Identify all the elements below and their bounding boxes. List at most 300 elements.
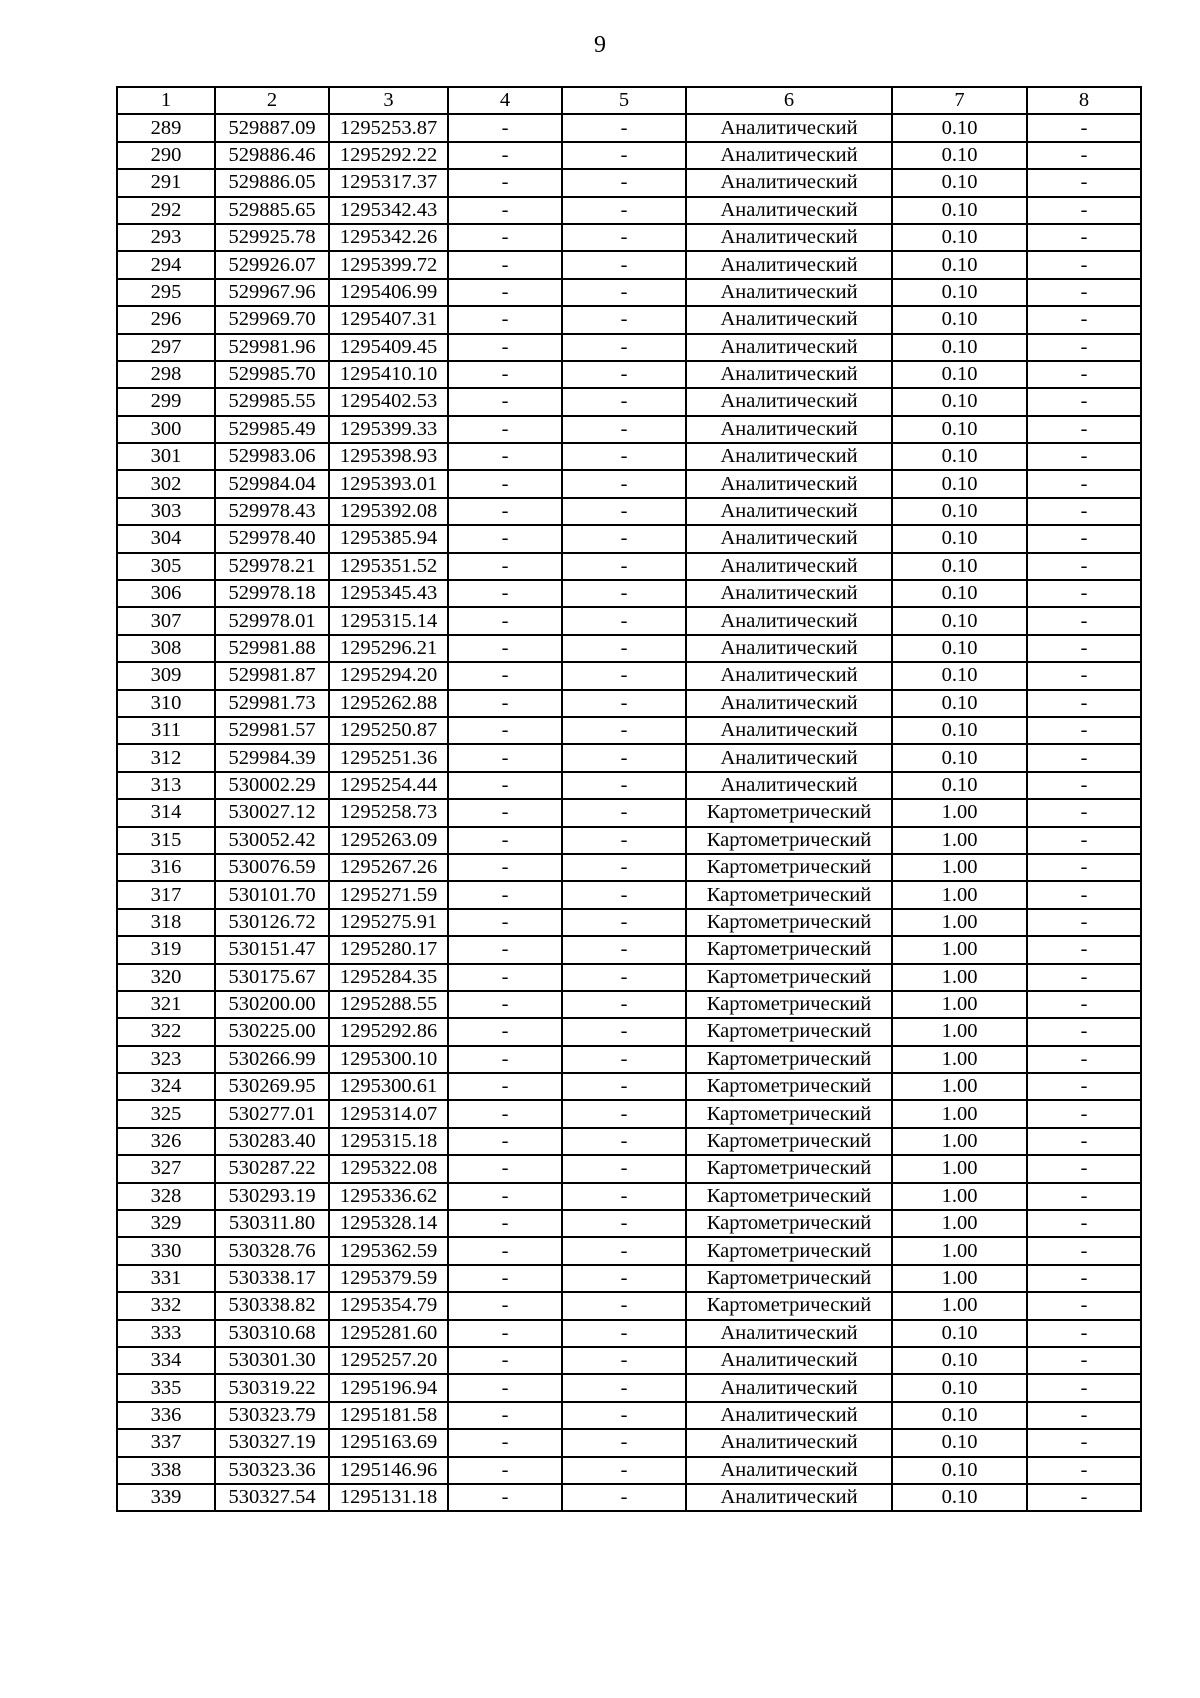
point-number-cell: 339: [117, 1484, 215, 1511]
point-number-cell: 319: [117, 936, 215, 963]
point-number-cell: 301: [117, 443, 215, 470]
x-coordinate-cell: 530266.99: [215, 1046, 329, 1073]
y-coordinate-cell: 1295379.59: [329, 1265, 448, 1292]
y-coordinate-cell: 1295292.22: [329, 142, 448, 169]
col5-cell: -: [562, 279, 686, 306]
point-number-cell: 303: [117, 498, 215, 525]
point-number-cell: 316: [117, 854, 215, 881]
point-number-cell: 330: [117, 1237, 215, 1264]
col5-cell: -: [562, 306, 686, 333]
accuracy-cell: 0.10: [892, 224, 1027, 251]
accuracy-cell: 0.10: [892, 1374, 1027, 1401]
col8-cell: -: [1027, 498, 1141, 525]
point-number-cell: 320: [117, 964, 215, 991]
col5-cell: -: [562, 1347, 686, 1374]
col5-cell: -: [562, 361, 686, 388]
col4-cell: -: [448, 635, 562, 662]
col4-cell: -: [448, 991, 562, 1018]
x-coordinate-cell: 529978.18: [215, 580, 329, 607]
x-coordinate-cell: 530287.22: [215, 1155, 329, 1182]
method-cell: Аналитический: [686, 525, 892, 552]
table-row: [117, 717, 1141, 744]
method-cell: Картометрический: [686, 827, 892, 854]
col4-cell: -: [448, 1374, 562, 1401]
col5-cell: -: [562, 443, 686, 470]
col4-cell: -: [448, 1100, 562, 1127]
col4-cell: -: [448, 607, 562, 634]
accuracy-cell: 1.00: [892, 827, 1027, 854]
method-cell: Аналитический: [686, 443, 892, 470]
method-cell: Аналитический: [686, 607, 892, 634]
x-coordinate-cell: 529985.70: [215, 361, 329, 388]
point-number-cell: 299: [117, 388, 215, 415]
col4-cell: -: [448, 224, 562, 251]
col5-cell: -: [562, 1237, 686, 1264]
accuracy-cell: 1.00: [892, 964, 1027, 991]
accuracy-cell: 0.10: [892, 443, 1027, 470]
table-row: [117, 224, 1141, 251]
accuracy-cell: 0.10: [892, 1320, 1027, 1347]
col5-cell: -: [562, 114, 686, 141]
table-row: [117, 443, 1141, 470]
x-coordinate-cell: 530151.47: [215, 936, 329, 963]
col4-cell: -: [448, 1210, 562, 1237]
point-number-cell: 318: [117, 909, 215, 936]
col5-cell: -: [562, 251, 686, 278]
y-coordinate-cell: 1295314.07: [329, 1100, 448, 1127]
table-row: [117, 525, 1141, 552]
y-coordinate-cell: 1295410.10: [329, 361, 448, 388]
method-cell: Аналитический: [686, 690, 892, 717]
col8-cell: -: [1027, 197, 1141, 224]
col4-cell: -: [448, 251, 562, 278]
col4-cell: -: [448, 1402, 562, 1429]
accuracy-cell: 0.10: [892, 197, 1027, 224]
col5-cell: -: [562, 991, 686, 1018]
col8-cell: -: [1027, 525, 1141, 552]
x-coordinate-cell: 529984.39: [215, 744, 329, 771]
x-coordinate-cell: 529886.46: [215, 142, 329, 169]
point-number-cell: 326: [117, 1128, 215, 1155]
col8-cell: -: [1027, 1402, 1141, 1429]
point-number-cell: 305: [117, 553, 215, 580]
table-row: [117, 498, 1141, 525]
y-coordinate-cell: 1295322.08: [329, 1155, 448, 1182]
col4-cell: -: [448, 334, 562, 361]
accuracy-cell: 0.10: [892, 525, 1027, 552]
method-cell: Картометрический: [686, 936, 892, 963]
point-number-cell: 291: [117, 169, 215, 196]
col5-cell: -: [562, 1046, 686, 1073]
y-coordinate-cell: 1295271.59: [329, 881, 448, 908]
col5-cell: -: [562, 607, 686, 634]
accuracy-cell: 1.00: [892, 909, 1027, 936]
accuracy-cell: 0.10: [892, 416, 1027, 443]
method-cell: Картометрический: [686, 1073, 892, 1100]
y-coordinate-cell: 1295250.87: [329, 717, 448, 744]
accuracy-cell: 0.10: [892, 1402, 1027, 1429]
table-row: [117, 635, 1141, 662]
point-number-cell: 308: [117, 635, 215, 662]
x-coordinate-cell: 530301.30: [215, 1347, 329, 1374]
accuracy-cell: 1.00: [892, 1100, 1027, 1127]
accuracy-cell: 1.00: [892, 936, 1027, 963]
method-cell: Аналитический: [686, 1320, 892, 1347]
accuracy-cell: 0.10: [892, 607, 1027, 634]
accuracy-cell: 0.10: [892, 470, 1027, 497]
col8-cell: -: [1027, 991, 1141, 1018]
x-coordinate-cell: 530052.42: [215, 827, 329, 854]
col4-cell: -: [448, 1073, 562, 1100]
col4-cell: -: [448, 1320, 562, 1347]
point-number-cell: 317: [117, 881, 215, 908]
table-row: [117, 1155, 1141, 1182]
x-coordinate-cell: 530327.54: [215, 1484, 329, 1511]
x-coordinate-cell: 529886.05: [215, 169, 329, 196]
point-number-cell: 310: [117, 690, 215, 717]
accuracy-cell: 1.00: [892, 854, 1027, 881]
point-number-cell: 322: [117, 1018, 215, 1045]
col8-cell: -: [1027, 416, 1141, 443]
point-number-cell: 304: [117, 525, 215, 552]
y-coordinate-cell: 1295281.60: [329, 1320, 448, 1347]
method-cell: Аналитический: [686, 1402, 892, 1429]
accuracy-cell: 0.10: [892, 580, 1027, 607]
method-cell: Картометрический: [686, 1265, 892, 1292]
method-cell: Картометрический: [686, 1210, 892, 1237]
accuracy-cell: 1.00: [892, 1155, 1027, 1182]
column-header: 4: [448, 87, 562, 114]
table-row: [117, 827, 1141, 854]
col5-cell: -: [562, 744, 686, 771]
y-coordinate-cell: 1295267.26: [329, 854, 448, 881]
col4-cell: -: [448, 388, 562, 415]
accuracy-cell: 0.10: [892, 635, 1027, 662]
y-coordinate-cell: 1295294.20: [329, 662, 448, 689]
col4-cell: -: [448, 1018, 562, 1045]
y-coordinate-cell: 1295393.01: [329, 470, 448, 497]
y-coordinate-cell: 1295392.08: [329, 498, 448, 525]
x-coordinate-cell: 530269.95: [215, 1073, 329, 1100]
table-row: [117, 607, 1141, 634]
accuracy-cell: 0.10: [892, 1484, 1027, 1511]
col4-cell: -: [448, 964, 562, 991]
col8-cell: -: [1027, 470, 1141, 497]
point-number-cell: 323: [117, 1046, 215, 1073]
y-coordinate-cell: 1295345.43: [329, 580, 448, 607]
method-cell: Аналитический: [686, 416, 892, 443]
table-row: [117, 909, 1141, 936]
x-coordinate-cell: 530101.70: [215, 881, 329, 908]
x-coordinate-cell: 530175.67: [215, 964, 329, 991]
x-coordinate-cell: 530338.82: [215, 1292, 329, 1319]
col4-cell: -: [448, 1128, 562, 1155]
col8-cell: -: [1027, 827, 1141, 854]
coordinates-table: [116, 86, 1142, 1512]
x-coordinate-cell: 529885.65: [215, 197, 329, 224]
column-header: 2: [215, 87, 329, 114]
col8-cell: -: [1027, 1183, 1141, 1210]
col4-cell: -: [448, 443, 562, 470]
col4-cell: -: [448, 498, 562, 525]
x-coordinate-cell: 530277.01: [215, 1100, 329, 1127]
accuracy-cell: 0.10: [892, 772, 1027, 799]
page-number: 9: [594, 32, 606, 58]
x-coordinate-cell: 530027.12: [215, 799, 329, 826]
col8-cell: -: [1027, 279, 1141, 306]
method-cell: Аналитический: [686, 224, 892, 251]
point-number-cell: 293: [117, 224, 215, 251]
col5-cell: -: [562, 909, 686, 936]
table-row: [117, 744, 1141, 771]
col4-cell: -: [448, 936, 562, 963]
method-cell: Аналитический: [686, 580, 892, 607]
col4-cell: -: [448, 662, 562, 689]
col5-cell: -: [562, 334, 686, 361]
x-coordinate-cell: 530126.72: [215, 909, 329, 936]
y-coordinate-cell: 1295251.36: [329, 744, 448, 771]
x-coordinate-cell: 529978.01: [215, 607, 329, 634]
point-number-cell: 338: [117, 1457, 215, 1484]
table-row: [117, 1374, 1141, 1401]
col8-cell: -: [1027, 607, 1141, 634]
col8-cell: -: [1027, 1073, 1141, 1100]
col4-cell: -: [448, 1429, 562, 1456]
column-header: 3: [329, 87, 448, 114]
col8-cell: -: [1027, 306, 1141, 333]
column-header: 8: [1027, 87, 1141, 114]
accuracy-cell: 0.10: [892, 498, 1027, 525]
y-coordinate-cell: 1295275.91: [329, 909, 448, 936]
col5-cell: -: [562, 1429, 686, 1456]
col5-cell: -: [562, 662, 686, 689]
x-coordinate-cell: 530310.68: [215, 1320, 329, 1347]
accuracy-cell: 0.10: [892, 662, 1027, 689]
column-header: 5: [562, 87, 686, 114]
x-coordinate-cell: 529983.06: [215, 443, 329, 470]
x-coordinate-cell: 529981.57: [215, 717, 329, 744]
y-coordinate-cell: 1295399.72: [329, 251, 448, 278]
y-coordinate-cell: 1295288.55: [329, 991, 448, 1018]
col5-cell: -: [562, 1073, 686, 1100]
y-coordinate-cell: 1295181.58: [329, 1402, 448, 1429]
x-coordinate-cell: 530323.79: [215, 1402, 329, 1429]
point-number-cell: 334: [117, 1347, 215, 1374]
col8-cell: -: [1027, 854, 1141, 881]
col4-cell: -: [448, 827, 562, 854]
col5-cell: -: [562, 772, 686, 799]
accuracy-cell: 0.10: [892, 251, 1027, 278]
col4-cell: -: [448, 881, 562, 908]
point-number-cell: 290: [117, 142, 215, 169]
point-number-cell: 306: [117, 580, 215, 607]
x-coordinate-cell: 529925.78: [215, 224, 329, 251]
col8-cell: -: [1027, 443, 1141, 470]
accuracy-cell: 0.10: [892, 1347, 1027, 1374]
table-row: [117, 306, 1141, 333]
point-number-cell: 294: [117, 251, 215, 278]
col8-cell: -: [1027, 1457, 1141, 1484]
col5-cell: -: [562, 169, 686, 196]
col4-cell: -: [448, 744, 562, 771]
col8-cell: -: [1027, 1429, 1141, 1456]
accuracy-cell: 0.10: [892, 690, 1027, 717]
method-cell: Картометрический: [686, 1018, 892, 1045]
table-row: [117, 662, 1141, 689]
accuracy-cell: 0.10: [892, 744, 1027, 771]
point-number-cell: 296: [117, 306, 215, 333]
x-coordinate-cell: 529984.04: [215, 470, 329, 497]
table-row: [117, 881, 1141, 908]
point-number-cell: 327: [117, 1155, 215, 1182]
col8-cell: -: [1027, 717, 1141, 744]
y-coordinate-cell: 1295315.14: [329, 607, 448, 634]
x-coordinate-cell: 529981.96: [215, 334, 329, 361]
col4-cell: -: [448, 854, 562, 881]
y-coordinate-cell: 1295336.62: [329, 1183, 448, 1210]
table-row: [117, 991, 1141, 1018]
table-row: [117, 1265, 1141, 1292]
table-row: [117, 553, 1141, 580]
col4-cell: -: [448, 169, 562, 196]
col8-cell: -: [1027, 772, 1141, 799]
col4-cell: -: [448, 909, 562, 936]
method-cell: Аналитический: [686, 114, 892, 141]
col8-cell: -: [1027, 361, 1141, 388]
col4-cell: -: [448, 580, 562, 607]
x-coordinate-cell: 529978.21: [215, 553, 329, 580]
table-row: [117, 854, 1141, 881]
point-number-cell: 333: [117, 1320, 215, 1347]
y-coordinate-cell: 1295258.73: [329, 799, 448, 826]
method-cell: Картометрический: [686, 964, 892, 991]
col5-cell: -: [562, 1210, 686, 1237]
method-cell: Аналитический: [686, 361, 892, 388]
col8-cell: -: [1027, 799, 1141, 826]
col5-cell: -: [562, 936, 686, 963]
table-row: [117, 197, 1141, 224]
col4-cell: -: [448, 197, 562, 224]
x-coordinate-cell: 530293.19: [215, 1183, 329, 1210]
point-number-cell: 312: [117, 744, 215, 771]
col8-cell: -: [1027, 1484, 1141, 1511]
accuracy-cell: 1.00: [892, 1183, 1027, 1210]
table-row: [117, 772, 1141, 799]
point-number-cell: 336: [117, 1402, 215, 1429]
col8-cell: -: [1027, 1100, 1141, 1127]
table-row: [117, 1128, 1141, 1155]
col5-cell: -: [562, 1402, 686, 1429]
col4-cell: -: [448, 1292, 562, 1319]
col5-cell: -: [562, 881, 686, 908]
accuracy-cell: 0.10: [892, 306, 1027, 333]
column-header: 1: [117, 87, 215, 114]
x-coordinate-cell: 529887.09: [215, 114, 329, 141]
method-cell: Аналитический: [686, 662, 892, 689]
accuracy-cell: 0.10: [892, 361, 1027, 388]
x-coordinate-cell: 530076.59: [215, 854, 329, 881]
method-cell: Аналитический: [686, 498, 892, 525]
y-coordinate-cell: 1295296.21: [329, 635, 448, 662]
col4-cell: -: [448, 1457, 562, 1484]
col4-cell: -: [448, 690, 562, 717]
col5-cell: -: [562, 553, 686, 580]
y-coordinate-cell: 1295284.35: [329, 964, 448, 991]
method-cell: Картометрический: [686, 909, 892, 936]
col5-cell: -: [562, 1484, 686, 1511]
col5-cell: -: [562, 1292, 686, 1319]
col5-cell: -: [562, 498, 686, 525]
col4-cell: -: [448, 1265, 562, 1292]
col5-cell: -: [562, 388, 686, 415]
method-cell: Аналитический: [686, 197, 892, 224]
col8-cell: -: [1027, 553, 1141, 580]
table-row: [117, 169, 1141, 196]
accuracy-cell: 0.10: [892, 553, 1027, 580]
point-number-cell: 302: [117, 470, 215, 497]
table-row: [117, 1018, 1141, 1045]
table-row: [117, 1402, 1141, 1429]
accuracy-cell: 1.00: [892, 991, 1027, 1018]
method-cell: Аналитический: [686, 635, 892, 662]
table-row: [117, 1237, 1141, 1264]
col8-cell: -: [1027, 1292, 1141, 1319]
y-coordinate-cell: 1295399.33: [329, 416, 448, 443]
col5-cell: -: [562, 525, 686, 552]
method-cell: Аналитический: [686, 388, 892, 415]
table-row: [117, 1484, 1141, 1511]
col5-cell: -: [562, 580, 686, 607]
method-cell: Аналитический: [686, 553, 892, 580]
method-cell: Аналитический: [686, 306, 892, 333]
point-number-cell: 307: [117, 607, 215, 634]
point-number-cell: 289: [117, 114, 215, 141]
col5-cell: -: [562, 717, 686, 744]
point-number-cell: 325: [117, 1100, 215, 1127]
table-row: [117, 416, 1141, 443]
x-coordinate-cell: 529981.88: [215, 635, 329, 662]
col4-cell: -: [448, 1347, 562, 1374]
col4-cell: -: [448, 470, 562, 497]
col8-cell: -: [1027, 1046, 1141, 1073]
y-coordinate-cell: 1295254.44: [329, 772, 448, 799]
method-cell: Аналитический: [686, 251, 892, 278]
point-number-cell: 309: [117, 662, 215, 689]
col4-cell: -: [448, 1484, 562, 1511]
x-coordinate-cell: 529985.49: [215, 416, 329, 443]
y-coordinate-cell: 1295351.52: [329, 553, 448, 580]
table-row: [117, 388, 1141, 415]
x-coordinate-cell: 529985.55: [215, 388, 329, 415]
col8-cell: -: [1027, 909, 1141, 936]
x-coordinate-cell: 530328.76: [215, 1237, 329, 1264]
y-coordinate-cell: 1295407.31: [329, 306, 448, 333]
col8-cell: -: [1027, 1210, 1141, 1237]
point-number-cell: 297: [117, 334, 215, 361]
point-number-cell: 328: [117, 1183, 215, 1210]
y-coordinate-cell: 1295398.93: [329, 443, 448, 470]
col8-cell: -: [1027, 936, 1141, 963]
col4-cell: -: [448, 1155, 562, 1182]
x-coordinate-cell: 529967.96: [215, 279, 329, 306]
col8-cell: -: [1027, 1155, 1141, 1182]
col8-cell: -: [1027, 334, 1141, 361]
col4-cell: -: [448, 772, 562, 799]
table-row: [117, 1100, 1141, 1127]
col4-cell: -: [448, 553, 562, 580]
table-row: [117, 936, 1141, 963]
method-cell: Аналитический: [686, 1484, 892, 1511]
